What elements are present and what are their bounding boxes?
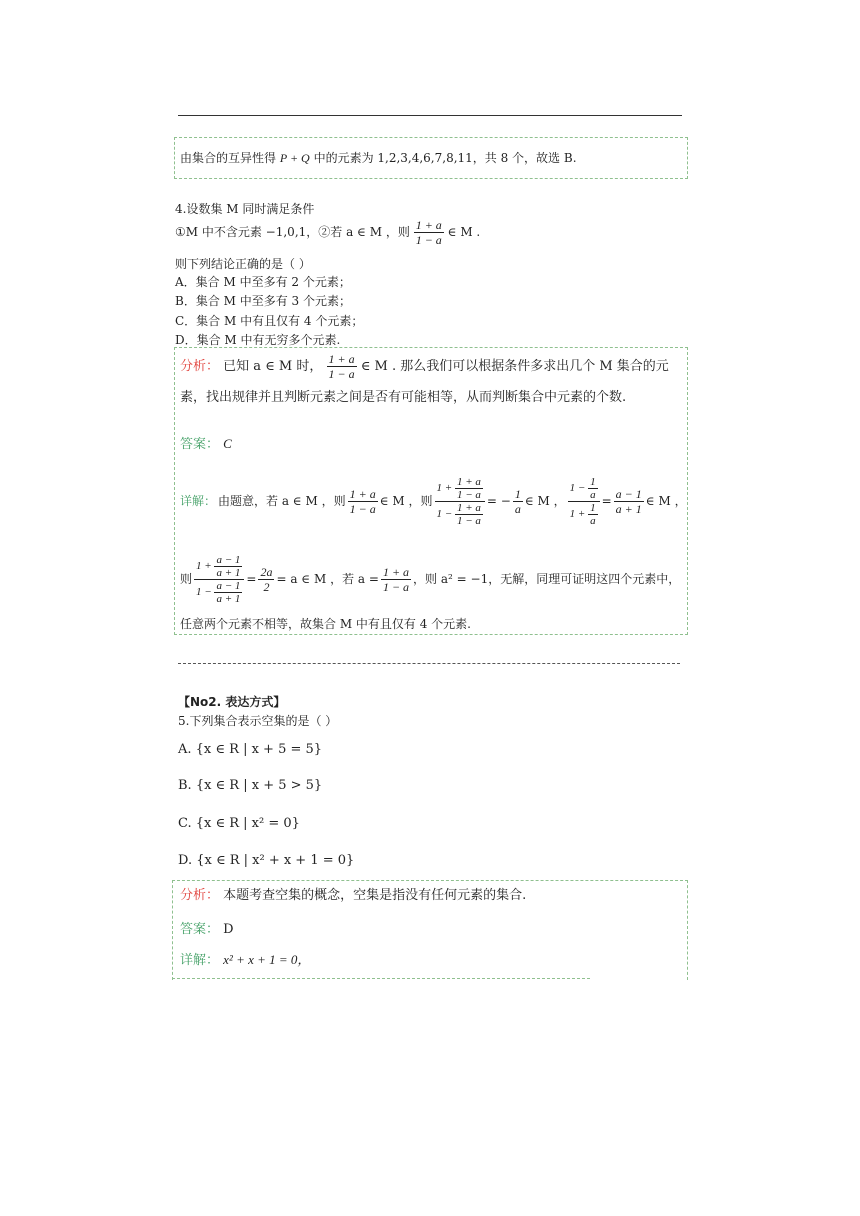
- q3-answer-line: [180, 150, 577, 166]
- q4-detail-nested-num-frac: [455, 476, 483, 501]
- q4-detail-line2-c: ，则 a² = −1，无解，同理可证明这四个元素中，: [413, 572, 681, 586]
- q4-detail-line1-b: ∈ M ，则: [379, 494, 433, 508]
- nf3-num: 1 + $\frac{a - 1}{a + 1}$: [194, 554, 244, 580]
- nf3-den-frac: [214, 580, 242, 605]
- nd-num: 1 + a: [456, 501, 481, 514]
- header-rule: [178, 115, 682, 116]
- q5-detail-text: x² + x + 1 = 0，: [223, 952, 311, 967]
- f2a-num: 2a: [260, 564, 273, 579]
- nf2-den-frac: [588, 502, 598, 527]
- q4-option-d: D．集合 M 中有无穷多个元素.: [175, 333, 341, 347]
- q4-option-a: A．集合 M 中至多有 2 个元素；: [175, 275, 351, 289]
- section-heading: 【No2. 表达方式】: [178, 695, 286, 709]
- q4-detail-frac-2a: [258, 565, 274, 594]
- q4-option-b: B．集合 M 中至多有 3 个元素；: [175, 294, 351, 308]
- f1a-num: 1: [514, 486, 521, 501]
- q4-detail-line2-b: = a ∈ M ，若 a =: [276, 572, 379, 586]
- fl-num: 1 + a: [382, 564, 410, 579]
- fam1-num: a − 1: [615, 486, 642, 501]
- nf3-den: 1 − $\frac{a - 1}{a + 1}$: [196, 579, 241, 605]
- eq-sign: =: [601, 494, 612, 508]
- q4-detail-frac-am1: [614, 487, 644, 516]
- nf3b: a + 1: [216, 566, 241, 579]
- q4-detail-frac1-den: 1 − a: [349, 501, 376, 516]
- q4-condition-fraction: [414, 218, 444, 247]
- q4-detail-nested-frac3: [194, 554, 244, 605]
- fam1-den: a + 1: [615, 501, 642, 516]
- q5-option-d: D. {x ∈ R | x² + x + 1 = 0}: [178, 853, 355, 868]
- q5-detail-line: [180, 952, 310, 969]
- q4-answer-value: C: [223, 436, 232, 451]
- q4-analysis-line2: 素，找出规律并且判断元素之间是否有可能相等，从而判断集合中元素的个数.: [180, 390, 627, 405]
- q4-condition-frac-num: 1 + a: [415, 218, 442, 232]
- q5-detail-label: 详解：: [180, 953, 220, 968]
- q4-detail-frac-last: [381, 565, 411, 594]
- q5-answer-line: [180, 922, 234, 938]
- nd-den: 1 − a: [456, 514, 481, 527]
- q4-detail-line2-a: 则: [180, 572, 193, 586]
- nf2c: 1: [590, 501, 596, 514]
- eq-sign-2: =: [246, 572, 257, 586]
- nf-num: 1 + a: [456, 475, 481, 488]
- q4-detail-line2: [180, 543, 680, 615]
- q4-analysis-label: 分析：: [180, 359, 220, 374]
- q5-analysis-box-bottom: [172, 978, 590, 979]
- f2a-den: 2: [263, 579, 270, 594]
- section-separator: [178, 663, 680, 664]
- q4-detail-nested-den: 1 − $\frac{1 + a}{1 - a}$: [436, 501, 481, 527]
- q4-detail-line1: [180, 466, 687, 536]
- nf2-den: 1 + $\frac{1}{a}$: [569, 501, 596, 527]
- q4-stem: 4.设数集 M 同时满足条件: [175, 202, 315, 216]
- nf2d: a: [590, 514, 596, 527]
- q5-analysis-text: 本题考查空集的概念，空集是指没有任何元素的集合.: [223, 888, 527, 903]
- q4-analysis-pre: 已知 a ∈ M 时，: [223, 359, 323, 374]
- q5-option-b: B. {x ∈ R | x + 5 > 5}: [178, 778, 323, 793]
- nf3a: a − 1: [216, 553, 241, 566]
- q4-detail-nested-den-frac: [455, 502, 483, 527]
- q4-condition-frac-den: 1 − a: [415, 233, 442, 247]
- q4-detail-frac1-num: 1 + a: [349, 486, 376, 501]
- q4-detail-frac-1a: [513, 487, 523, 516]
- q4-analysis-frac-den: 1 − a: [328, 367, 355, 381]
- nf-den: 1 − a: [456, 488, 481, 501]
- q4-condition-tail: ∈ M .: [447, 225, 481, 239]
- q5-option-c: C. {x ∈ R | x² = 0}: [178, 816, 300, 831]
- q4-detail-label: 详解：: [180, 494, 217, 508]
- q4-condition: [175, 217, 480, 247]
- nf2b: a: [590, 488, 596, 501]
- q4-analysis-fraction: [327, 352, 357, 381]
- q5-stem: 5.下列集合表示空集的是（ ）: [178, 714, 338, 728]
- q4-detail-nested-num: 1 + $\frac{1 + a}{1 - a}$: [435, 476, 485, 502]
- nf2a: 1: [590, 475, 596, 488]
- nf3c: a − 1: [216, 579, 241, 592]
- q5-answer-label: 答案：: [180, 922, 220, 937]
- nf3-num-frac: [214, 554, 242, 579]
- q4-condition-text: ①M 中不含元素 −1,0,1，②若 a ∈ M ，则: [175, 225, 410, 239]
- q4-analysis-post: ∈ M . 那么我们可以根据条件多求出几个 M 集合的元: [360, 359, 669, 374]
- q3-answer-expr: P + Q: [279, 151, 310, 165]
- q5-option-a: A. {x ∈ R | x + 5 = 5}: [178, 742, 323, 757]
- q4-ask: 则下列结论正确的是（ ）: [175, 257, 311, 271]
- q4-analysis-frac-num: 1 + a: [328, 352, 355, 366]
- q5-answer-value: D: [223, 922, 234, 937]
- q4-detail-line3: 任意两个元素不相等，故集合 M 中有且仅有 4 个元素.: [180, 617, 471, 631]
- q4-detail-line1-c: = −: [486, 494, 511, 508]
- q4-detail-frac1: [348, 487, 378, 516]
- q4-answer-label: 答案：: [180, 437, 220, 452]
- q4-detail-nested-frac: [435, 476, 485, 527]
- q4-detail-line1-a: 由题意，若 a ∈ M ，则: [218, 494, 346, 508]
- nf2-num: 1 − $\frac{1}{a}$: [568, 476, 600, 502]
- q4-detail-nested-frac2: [568, 476, 600, 527]
- q5-analysis-line: [180, 888, 526, 904]
- nf2-num-frac: [588, 476, 598, 501]
- q4-detail-line1-e: ∈ M ，: [645, 494, 687, 508]
- nf3d: a + 1: [216, 592, 241, 605]
- f1a-den: a: [514, 501, 521, 516]
- q3-answer-post: 中的元素为 1,2,3,4,6,7,8,11，共 8 个，故选 B.: [313, 151, 577, 165]
- q4-answer-line: [180, 436, 232, 453]
- q5-analysis-label: 分析：: [180, 888, 220, 903]
- q4-detail-line1-d: ∈ M ，: [524, 494, 566, 508]
- q4-analysis-line1: [180, 352, 669, 382]
- fl-den: 1 − a: [382, 579, 410, 594]
- q3-answer-pre: 由集合的互异性得: [180, 151, 277, 165]
- q4-option-c: C．集合 M 中有且仅有 4 个元素；: [175, 314, 364, 328]
